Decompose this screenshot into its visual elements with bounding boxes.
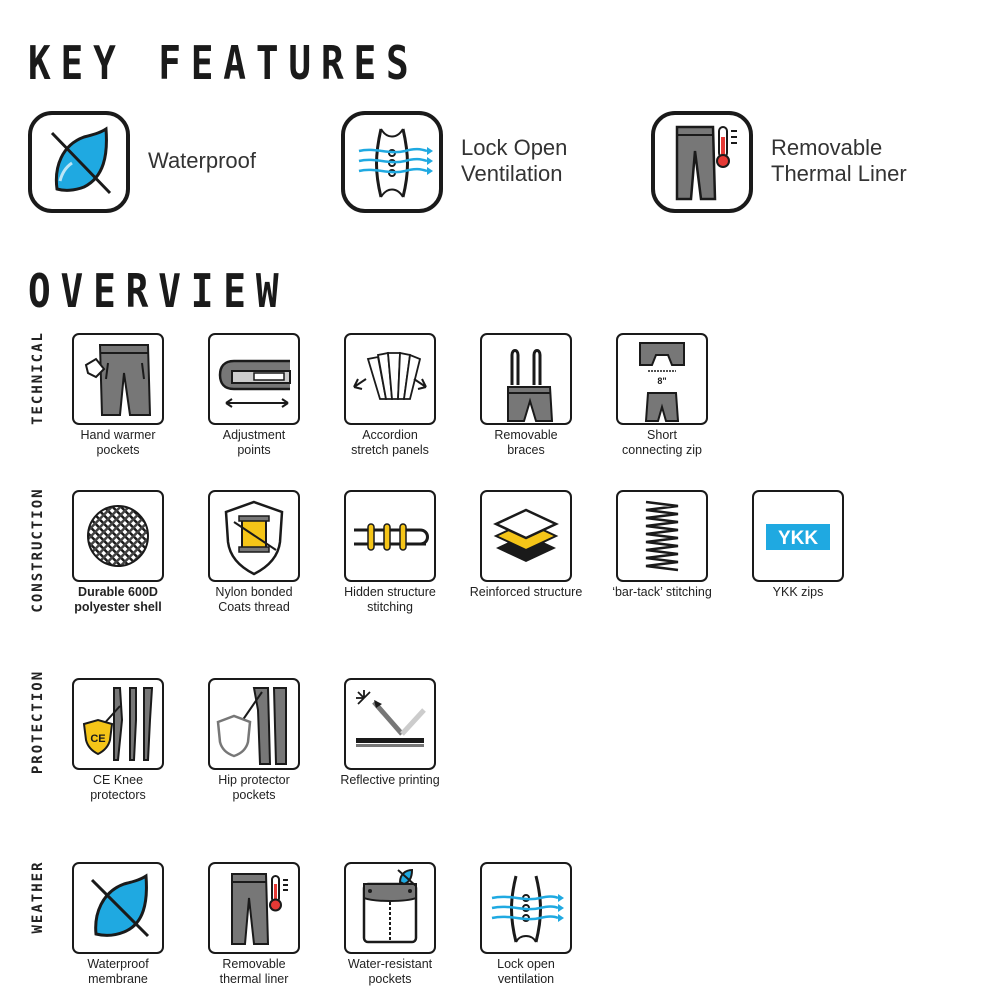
hidden-stitching-icon	[344, 490, 436, 582]
overview-title: OVERVIEW	[28, 264, 289, 318]
key-features-title: KEY FEATURES	[28, 36, 419, 90]
zip-length-badge: 8"	[657, 376, 667, 386]
section-label-technical: TECHNICAL	[30, 331, 46, 425]
feature-caption: ‘bar-tack’ stitching	[612, 585, 712, 599]
feature-caption: Removable thermal liner	[219, 957, 289, 986]
thermal-liner-icon	[208, 862, 300, 954]
connecting-zip-icon	[616, 333, 708, 425]
feature-caption: Waterproof membrane	[87, 957, 149, 986]
polyester-shell-icon	[72, 490, 164, 582]
ce-badge-text: CE	[90, 733, 106, 745]
feature-caption: Reinforced structure	[469, 585, 583, 599]
ventilation-icon	[480, 862, 572, 954]
thermal-liner-icon	[651, 111, 753, 213]
feature-caption: YKK zips	[772, 585, 824, 599]
feature-caption: Nylon bonded Coats thread	[215, 585, 293, 614]
water-resistant-pockets-icon	[344, 862, 436, 954]
feature-caption: CE Knee protectors	[90, 773, 146, 802]
feature-caption: Hand warmer pockets	[80, 428, 156, 457]
reinforced-structure-icon	[480, 490, 572, 582]
coats-thread-icon	[208, 490, 300, 582]
key-feature-waterproof	[28, 111, 328, 213]
reflective-printing-icon	[344, 678, 436, 770]
feature-caption: Reflective printing	[340, 773, 440, 787]
accordion-panels-icon	[344, 333, 436, 425]
key-feature-label: Removable Thermal Liner	[771, 135, 907, 186]
hand-warmer-pockets-icon	[72, 333, 164, 425]
ykk-logo-text: YKK	[777, 528, 819, 549]
feature-caption: Hip protector pockets	[218, 773, 290, 802]
ce-knee-protectors-icon	[72, 678, 164, 770]
key-feature-label: Waterproof	[148, 148, 257, 173]
key-feature-ventilation	[341, 111, 641, 213]
hip-protector-icon	[208, 678, 300, 770]
feature-caption: Durable 600D polyester shell	[74, 585, 162, 614]
feature-caption: Hidden structure stitching	[344, 585, 436, 614]
adjustment-points-icon	[208, 333, 300, 425]
waterproof-membrane-icon	[72, 862, 164, 954]
section-label-protection: PROTECTION	[30, 669, 46, 775]
section-label-weather: WEATHER	[30, 860, 46, 934]
feature-caption: Removable braces	[494, 428, 558, 457]
bar-tack-stitching-icon	[616, 490, 708, 582]
key-feature-label: Lock Open Ventilation	[461, 135, 568, 186]
waterproof-leaf-icon	[28, 111, 130, 213]
ventilation-icon	[341, 111, 443, 213]
ykk-zips-icon	[752, 490, 844, 582]
feature-caption: Adjustment points	[222, 428, 286, 457]
feature-caption: Short connecting zip	[622, 428, 702, 457]
feature-caption: Accordion stretch panels	[351, 428, 429, 457]
feature-caption: Lock open ventilation	[497, 957, 555, 986]
feature-caption: Water-resistant pockets	[347, 957, 433, 986]
key-feature-thermal-liner	[651, 111, 951, 213]
removable-braces-icon	[480, 333, 572, 425]
section-label-construction: CONSTRUCTION	[30, 487, 46, 613]
